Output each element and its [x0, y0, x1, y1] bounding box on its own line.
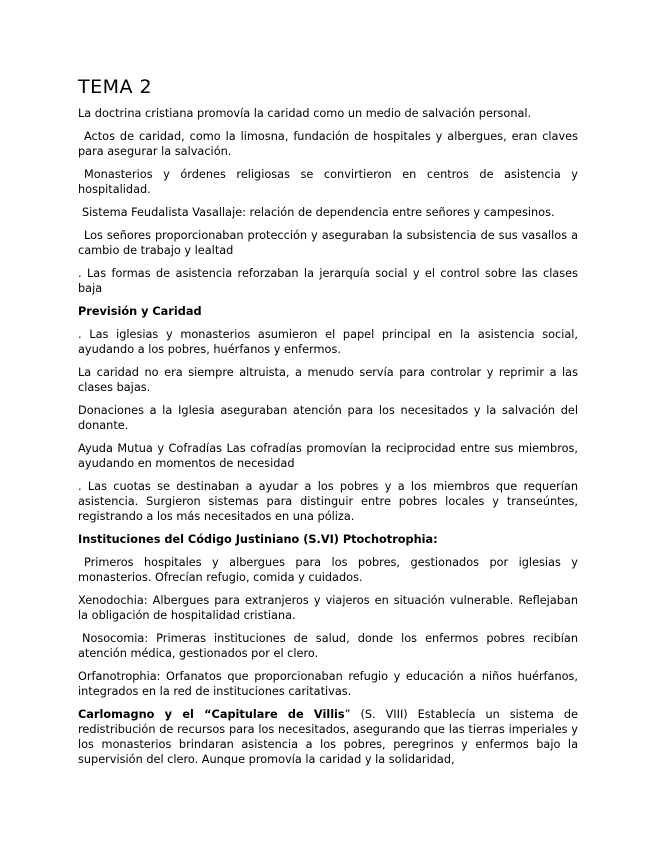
paragraph-doctrina: La doctrina cristiana promovía la caridad como un medio de salvación personal. [78, 107, 532, 120]
paragraph-orfanotrophia: Orfanotrophia: Orfanatos que proporcionaban refugio y educación a niños huérfanos, integrados en la red de instituciones caritativas. [78, 670, 578, 698]
paragraph-carlomagno [78, 707, 578, 767]
paragraph-sistema-feudal: Sistema Feudalista Vasallaje: relación de dependencia entre señores y campesinos. [82, 206, 555, 219]
document-body [78, 106, 578, 775]
paragraph-formas-asistencia: . Las formas de asistencia reforzaban la jerarquía social y el control sobre las clases baja [78, 267, 578, 295]
paragraph-donaciones: Donaciones a la Iglesia aseguraban atención para los necesitados y la salvación del donante. [78, 404, 578, 432]
heading-prevision-caridad: Previsión y Caridad [78, 305, 202, 318]
paragraph-xenodochia: Xenodochia: Albergues para extranjeros y viajeros en situación vulnerable. Reflejaban la obligación de hospitalidad cristiana. [78, 594, 578, 622]
page-title: TEMA 2 [78, 76, 153, 98]
paragraph-ayuda-mutua: Ayuda Mutua y Cofradías Las cofradías promovían la reciprocidad entre sus miembros, ayudando en momentos de necesidad [78, 442, 578, 470]
paragraph-actos-caridad: Actos de caridad, como la limosna, fundación de hospitales y albergues, eran claves para asegurar la salvación. [78, 130, 578, 158]
heading-codigo-justiniano: Instituciones del Código Justiniano (S.VI) Ptochotrophia: [78, 533, 438, 546]
paragraph-cuotas: . Las cuotas se destinaban a ayudar a los pobres y a los miembros que requerían asistencia. Surgieron sistemas para distinguir entre pobres locales y transeúntes, registrando a los más necesitados en una póliza. [78, 480, 578, 523]
paragraph-primeros-hospitales: Primeros hospitales y albergues para los pobres, gestionados por iglesias y monasterios. Ofrecían refugio, comida y cuidados. [78, 556, 578, 584]
carlomagno-text: ” (S. VIII) Establecía un sistema de redistribución de recursos para los necesitados, asegurando que las tierras imperiales y los monasterios brindaran asistencia a los pobres, peregrinos y enfermos bajo la supervisión del clero. Aunque promovía la caridad y la solidaridad, [78, 708, 578, 766]
paragraph-monasterios: Monasterios y órdenes religiosas se convirtieron en centros de asistencia y hospitalidad. [78, 168, 578, 196]
paragraph-iglesias: . Las iglesias y monasterios asumieron el papel principal en la asistencia social, ayudando a los pobres, huérfanos y enfermos. [78, 328, 578, 356]
carlomagno-bold-title: Carlomagno y el “Capitulare de Villis [78, 708, 345, 721]
paragraph-nosocomia: Nosocomia: Primeras instituciones de salud, donde los enfermos pobres recibían atención médica, gestionados por el clero. [78, 632, 578, 660]
paragraph-caridad-altruista: La caridad no era siempre altruista, a menudo servía para controlar y reprimir a las clases bajas. [78, 366, 578, 394]
paragraph-senores: Los señores proporcionaban protección y aseguraban la subsistencia de sus vasallos a cambio de trabajo y lealtad [78, 229, 578, 257]
